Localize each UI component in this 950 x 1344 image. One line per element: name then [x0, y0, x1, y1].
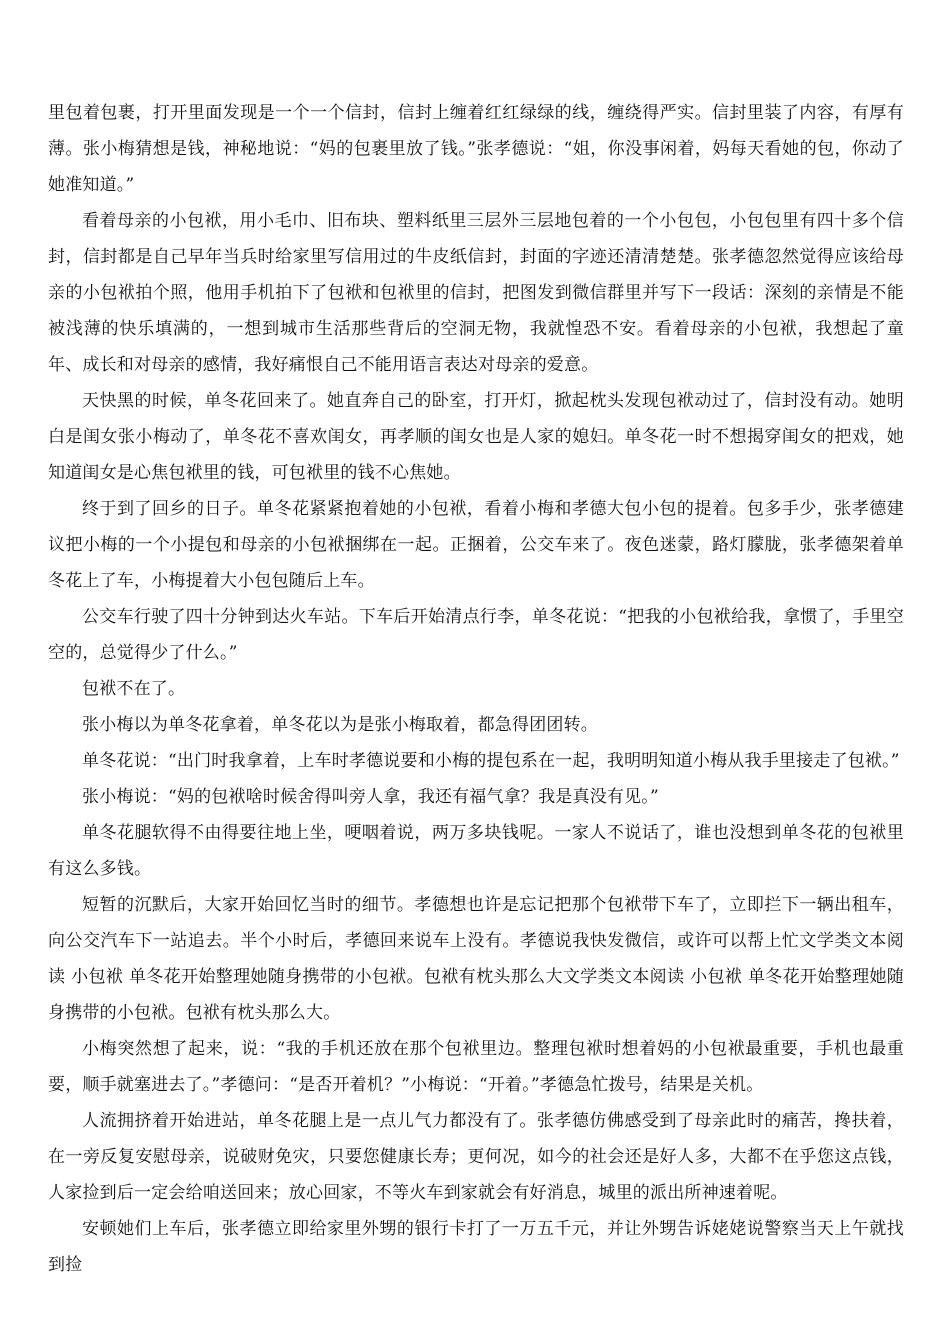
- paragraph: 人流拥挤着开始进站，单冬花腿上是一点儿气力都没有了。张孝德仿佛感受到了母亲此时的痛苦，搀扶着，在一旁反复安慰母亲，说破财免灾，只要您健康长寿；更何况，如今的社会还是好人多，大都不在乎您这点钱，人家捡到后一定会给咱送回来；放心回家，不等火车到家就会有好消息，城里的派出所神速着呢。: [48, 1111, 904, 1203]
- paragraph: 张小梅说：“妈的包袱啥时候舍得叫旁人拿，我还有福气拿？我是真没有见。”: [82, 787, 659, 807]
- paragraph: 里包着包裹，打开里面发现是一个一个信封，信封上缠着红红绿绿的线，缠绕得严实。信封里装了内容，有厚有薄。张小梅猜想是钱，神秘地说：“妈的包裹里放了钱。”张孝德说：“姐，你没事闲着，妈每天看她的包，你动了她准知道。”: [48, 103, 904, 195]
- paragraph: 单冬花说：“出门时我拿着，上车时孝德说要和小梅的提包系在一起，我明明知道小梅从我手里接走了包袱。”: [82, 751, 900, 771]
- paragraph: 安顿她们上车后，张孝德立即给家里外甥的银行卡打了一万五千元，并让外甥告诉姥姥说警察当天上午就找到捡: [48, 1219, 904, 1275]
- paragraph: 小梅突然想了起来，说：“我的手机还放在那个包袱里边。整理包袱时想着妈的小包袱最重要，手机也最重要，顺手就塞进去了。”孝德问：“是否开着机？”小梅说：“开着。”孝德急忙拨号，结果是关机。: [48, 1039, 904, 1095]
- paragraph: 看着母亲的小包袱，用小毛巾、旧布块、塑料纸里三层外三层地包着的一个小包包，小包包里有四十多个信封，信封都是自己早年当兵时给家里写信用过的牛皮纸信封，封面的字迹还清清楚楚。张孝德忽然觉得应该给母亲的小包袱拍个照，他用手机拍下了包袱和包袱里的信封，把图发到微信群里并写下一段话：深刻的亲情是不能被浅薄的快乐填满的，一想到城市生活那些背后的空洞无物，我就惶恐不安。看着母亲的小包袱，我想起了童年、成长和对母亲的感情，我好痛恨自己不能用语言表达对母亲的爱意。: [48, 211, 904, 375]
- paragraph: 张小梅以为单冬花拿着，单冬花以为是张小梅取着，都急得团团转。: [82, 715, 598, 735]
- paragraph: 单冬花腿软得不由得要往地上坐，哽咽着说，两万多块钱呢。一家人不说话了，谁也没想到单冬花的包袱里有这么多钱。: [48, 823, 904, 879]
- paragraph: 公交车行驶了四十分钟到达火车站。下车后开始清点行李，单冬花说：“把我的小包袱给我，拿惯了，手里空空的，总觉得少了什么。”: [48, 607, 904, 663]
- article-body: [48, 95, 904, 1283]
- paragraph: 短暂的沉默后，大家开始回忆当时的细节。孝德想也许是忘记把那个包袱带下车了，立即拦下一辆出租车，向公交汽车下一站追去。半个小时后，孝德回来说车上没有。孝德说我快发微信，或许可以帮上忙文学类文本阅读 小包袱 单冬花开始整理她随身携带的小包袱。包袱有枕头那么大文学类文本阅读 小包袱 单冬花开始整理她随身携带的小包袱。包袱有枕头那么大。: [48, 895, 904, 1023]
- paragraph: 天快黑的时候，单冬花回来了。她直奔自己的卧室，打开灯，掀起枕头发现包袱动过了，信封没有动。她明白是闺女张小梅动了，单冬花不喜欢闺女，再孝顺的闺女也是人家的媳妇。单冬花一时不想揭穿闺女的把戏，她知道闺女是心焦包袱里的钱，可包袱里的钱不心焦她。: [48, 391, 904, 483]
- paragraph: 包袱不在了。: [82, 679, 186, 699]
- paragraph: 终于到了回乡的日子。单冬花紧紧抱着她的小包袱，看着小梅和孝德大包小包的提着。包多手少，张孝德建议把小梅的一个小提包和母亲的小包袱捆绑在一起。正捆着，公交车来了。夜色迷蒙，路灯朦胧，张孝德架着单冬花上了车，小梅提着大小包包随后上车。: [48, 499, 904, 591]
